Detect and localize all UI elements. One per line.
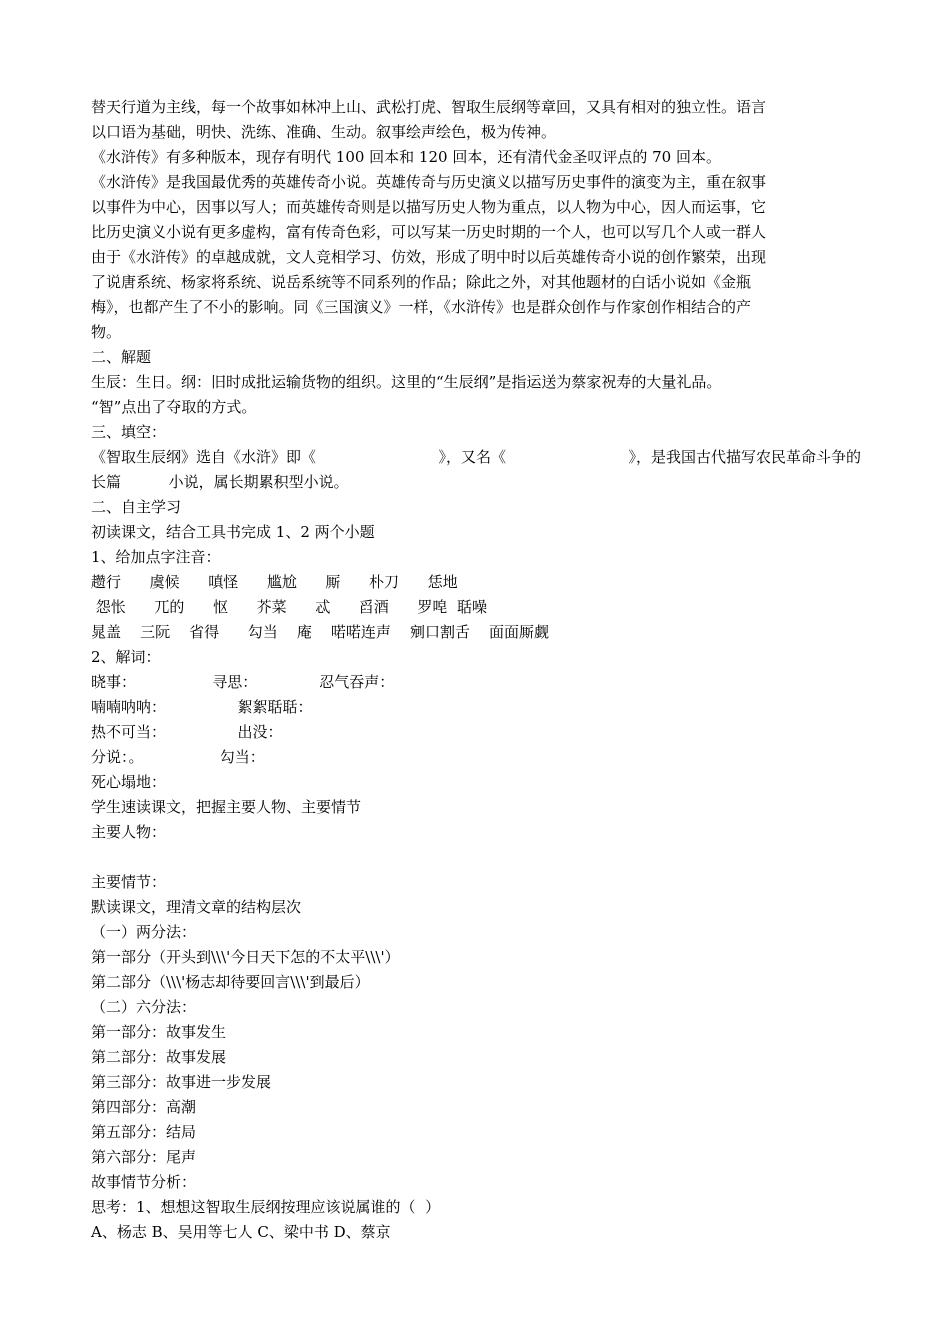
six-part-4: 第四部分：高潮 <box>91 1098 197 1116</box>
jieci-heading: 2、解词： <box>91 648 161 666</box>
main-characters-label: 主要人物： <box>91 823 167 841</box>
six-part-2: 第二部分：故事发展 <box>91 1048 227 1066</box>
tiankong-part-c: 》，是我国古代描写农民革命斗争的 <box>628 448 861 466</box>
intro-line-4: 《水浒传》是我国最优秀的英雄传奇小说。英雄传奇与历史演义以描写历史事件的演变为主，重在叙事 <box>91 173 767 191</box>
zizhu-intro: 初读课文，结合工具书完成 1、2 两个小题 <box>91 523 375 541</box>
jieci-row-4: 分说：。 勾当： <box>91 748 265 766</box>
main-plot-label: 主要情节： <box>91 873 167 891</box>
fenxi-question: 思考：1、想想这智取生辰纲按理应该说属谁的（ ） <box>91 1198 441 1216</box>
fenxi-options: A、杨志 B、吴用等七人 C、梁中书 D、蔡京 <box>91 1223 391 1241</box>
intro-line-7: 由于《水浒传》的卓越成就，文人竞相学习、仿效，形成了明中时以后英雄传奇小说的创作繁荣，出现 <box>91 248 767 266</box>
intro-line-3: 《水浒传》有多种版本，现存有明代 100 回本和 120 回本，还有清代金圣叹评点的 70 回本。 <box>91 148 721 166</box>
intro-line-8: 了说唐系统、杨家将系统、说岳系统等不同系列的作品；除此之外，对其他题材的白话小说如《金瓶 <box>91 273 752 291</box>
fenxi-heading: 故事情节分析： <box>91 1173 197 1191</box>
intro-line-10: 物。 <box>91 323 122 341</box>
tiankong-part-a: 《智取生辰纲》选自《水浒》即《 <box>91 448 317 466</box>
jiegou-heading: 默读课文，理清文章的结构层次 <box>91 898 302 916</box>
tiankong-part-b: 》，又名《 <box>438 448 506 466</box>
jieti-heading: 二、解题 <box>91 348 152 366</box>
intro-line-6: 比历史演义小说有更多虚构，富有传奇色彩，可以写某一历史时期的一个人，也可以写几个人或一群人 <box>91 223 767 241</box>
jieci-row-3: 热不可当： 出没： <box>91 723 283 741</box>
six-part-6: 第六部分：尾声 <box>91 1148 197 1166</box>
zhuyin-heading: 1、给加点字注音： <box>91 548 221 566</box>
tiankong-line-1 <box>91 445 861 470</box>
blank-space <box>91 845 861 870</box>
zhuyin-row-1: 趱行 虞候 嗔怪 尴尬 厮 朴刀 恁地 <box>91 573 458 591</box>
six-part-5: 第五部分：结局 <box>91 1123 197 1141</box>
sudu-line-1: 学生速读课文，把握主要人物、主要情节 <box>91 798 362 816</box>
jieti-line-1: 生辰：生日。纲：旧时成批运输货物的组织。这里的“生辰纲”是指运送为蔡家祝寿的大量礼品。 <box>91 373 722 391</box>
two-part-2: 第二部分（\\\'杨志却待要回言\\\'到最后） <box>91 973 370 991</box>
intro-line-2: 以口语为基础，明快、洗练、准确、生动。叙事绘声绘色，极为传神。 <box>91 123 557 141</box>
tiankong-line-2: 长篇 小说，属长期累积型小说。 <box>91 473 349 491</box>
tiankong-heading: 三、填空： <box>91 423 167 441</box>
intro-line-1: 替天行道为主线，每一个故事如林冲上山、武松打虎、智取生辰纲等章回，又具有相对的独立性。语言 <box>91 98 767 116</box>
six-part-heading: （二）六分法： <box>91 998 197 1016</box>
two-part-heading: （一）两分法： <box>91 923 197 941</box>
two-part-1: 第一部分（开头到\\\'今日天下怎的不太平\\\'） <box>91 948 400 966</box>
jieci-row-2: 喃喃呐呐： 絮絮聒聒： <box>91 698 313 716</box>
jieci-row-5: 死心塌地： <box>91 773 167 791</box>
jieti-line-2: “智”点出了夺取的方式。 <box>91 398 257 416</box>
intro-line-5: 以事件为中心，因事以写人；而英雄传奇则是以描写历史人物为重点，以人物为中心，因人而运事，它 <box>91 198 767 216</box>
six-part-3: 第三部分：故事进一步发展 <box>91 1073 272 1091</box>
zhuyin-row-2: 怨怅 兀的 怄 芥菜 忒 舀酒 罗唣 聒噪 <box>91 598 487 616</box>
intro-line-9: 梅》，也都产生了不小的影响。同《三国演义》一样，《水浒传》也是群众创作与作家创作相结合的产 <box>91 298 752 316</box>
six-part-1: 第一部分：故事发生 <box>91 1023 227 1041</box>
document-page <box>91 95 861 1245</box>
zhuyin-row-3: 晁盖 三阮 省得 勾当 庵 喏喏连声 剜口割舌 面面厮觑 <box>91 623 550 641</box>
jieci-row-1: 晓事： 寻思： 忍气吞声： <box>91 673 395 691</box>
zizhu-heading: 二、自主学习 <box>91 498 182 516</box>
